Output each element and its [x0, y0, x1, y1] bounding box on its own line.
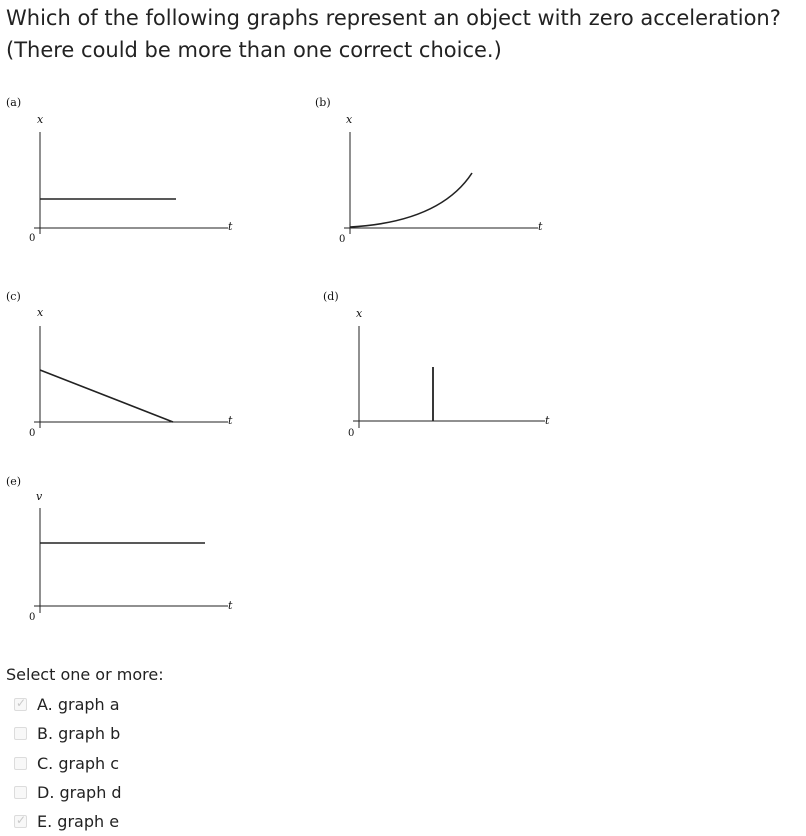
graph-e-label: (e) [6, 475, 22, 488]
answer-options [14, 690, 122, 836]
graph-b-label: (b) [315, 96, 331, 109]
graph-e-x-axis-label: t [228, 599, 233, 612]
option-d[interactable] [14, 778, 122, 807]
option-e-checkbox[interactable] [14, 815, 27, 828]
graph-d [323, 290, 550, 439]
graph-d-x-axis-label: t [545, 414, 550, 427]
option-d-label[interactable]: D. graph d [37, 783, 122, 803]
graph-b-plot-curve [350, 173, 472, 227]
option-b-label[interactable]: B. graph b [37, 724, 121, 744]
check-icon: ✓ [16, 696, 27, 711]
graph-c-plot-line [40, 370, 173, 422]
option-c-checkbox[interactable] [14, 757, 27, 770]
option-d-checkbox[interactable] [14, 786, 27, 799]
graph-b-y-axis-label: x [346, 113, 353, 126]
graph-d-origin-label: 0 [348, 428, 355, 439]
graph-a-x-axis-label: t [228, 220, 233, 233]
option-b[interactable] [14, 719, 122, 748]
option-e[interactable] [14, 807, 122, 836]
graph-c-x-axis-label: t [228, 414, 233, 427]
option-a-label[interactable]: A. graph a [37, 695, 120, 715]
option-c[interactable] [14, 749, 122, 778]
graph-c-label: (c) [6, 290, 21, 303]
graph-a-label: (a) [6, 96, 22, 109]
question-line-2: (There could be more than one correct choice.) [6, 38, 502, 62]
option-e-label[interactable]: E. graph e [37, 812, 120, 832]
option-a-checkbox[interactable] [14, 698, 27, 711]
check-icon: ✓ [16, 813, 27, 828]
select-prompt: Select one or more: [6, 665, 164, 684]
question-line-1: Which of the following graphs represent an object with zero acceleration? [6, 6, 781, 30]
graph-b-origin-label: 0 [339, 234, 346, 245]
graph-a [6, 96, 233, 244]
graph-c-origin-label: 0 [29, 428, 36, 439]
graph-e [6, 475, 233, 623]
option-c-label[interactable]: C. graph c [37, 753, 120, 773]
graph-b-x-axis-label: t [538, 220, 543, 233]
graph-e-y-axis-label: v [36, 490, 43, 503]
option-b-checkbox[interactable] [14, 727, 27, 740]
graph-a-origin-label: 0 [29, 233, 36, 244]
graph-c [6, 290, 233, 439]
graph-e-origin-label: 0 [29, 612, 36, 623]
graph-c-y-axis-label: x [37, 306, 44, 319]
option-a[interactable] [14, 690, 122, 719]
graph-d-y-axis-label: x [356, 307, 363, 320]
graph-b [315, 96, 543, 245]
graph-d-label: (d) [323, 290, 339, 303]
graph-a-y-axis-label: x [37, 113, 44, 126]
